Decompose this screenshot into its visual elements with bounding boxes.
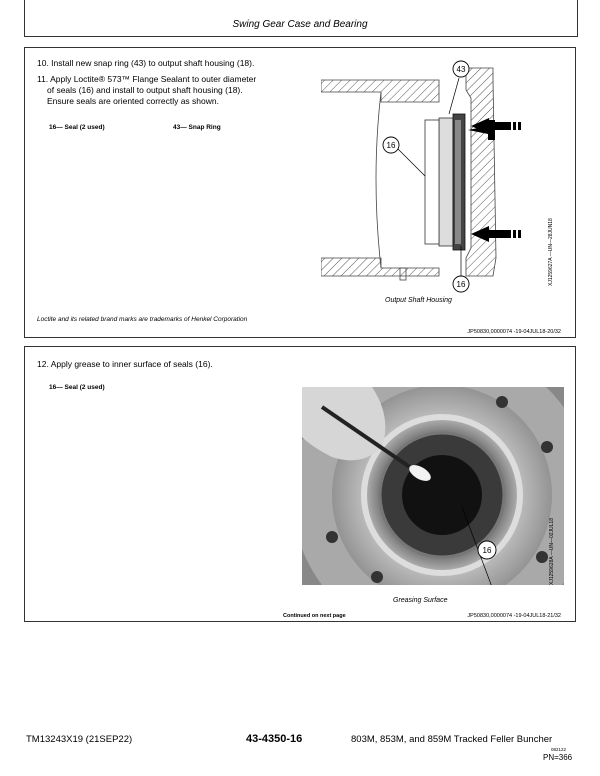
callout-16-left: 16 — [386, 141, 396, 150]
figure-id-2: XJ1259628A —UN—02JUL18 — [549, 518, 555, 585]
footer-pn: PN=366 — [543, 753, 573, 762]
caption-greasing-surface: Greasing Surface — [393, 597, 448, 604]
legend-snap-ring: 43— Snap Ring — [173, 124, 221, 131]
footer-title: 803M, 853M, and 859M Tracked Feller Buncher — [351, 734, 553, 745]
output-shaft-housing-diagram — [321, 58, 541, 298]
footer-small-code: 082122 — [551, 747, 567, 752]
step-11-line-2: of seals (16) and install to output shaft housing (18). — [47, 85, 243, 95]
reference-2: JP50830,0000074 -19-04JUL18-21/32 — [467, 613, 561, 619]
figure-id-1: XJ1259627A —UN—28JUN18 — [548, 218, 554, 286]
legend-seal-2: 16— Seal (2 used) — [49, 384, 105, 391]
caption-output-shaft-housing: Output Shaft Housing — [385, 297, 452, 304]
step-11-line-3: Ensure seals are oriented correctly as shown. — [47, 96, 219, 106]
instruction-panel-2 — [24, 346, 576, 622]
callout-43: 43 — [456, 65, 466, 74]
footer-doc-id: TM13243X19 (21SEP22) — [26, 734, 133, 745]
legend-seal: 16— Seal (2 used) — [49, 124, 105, 131]
footer-page-number: 43-4350-16 — [246, 733, 303, 745]
callout-16-photo — [476, 539, 498, 561]
continued-note: Continued on next page — [283, 613, 346, 619]
callout-16-photo-label: 16 — [482, 546, 492, 555]
step-10: 10. Install new snap ring (43) to output shaft housing (18). — [37, 58, 255, 68]
callout-16-bottom: 16 — [456, 280, 466, 289]
page-header-title: Swing Gear Case and Bearing — [232, 19, 368, 30]
instruction-panel-1 — [24, 47, 576, 338]
reference-1: JP50830,0000074 -19-04JUL18-20/32 — [467, 329, 561, 335]
step-11-line-1: 11. Apply Loctite® 573™ Flange Sealant to outer diameter — [37, 74, 257, 84]
step-12: 12. Apply grease to inner surface of seals (16). — [37, 359, 213, 369]
greasing-photo — [302, 387, 564, 585]
trademark-note: Loctite and its related brand marks are trademarks of Henkel Corporation — [37, 316, 248, 323]
